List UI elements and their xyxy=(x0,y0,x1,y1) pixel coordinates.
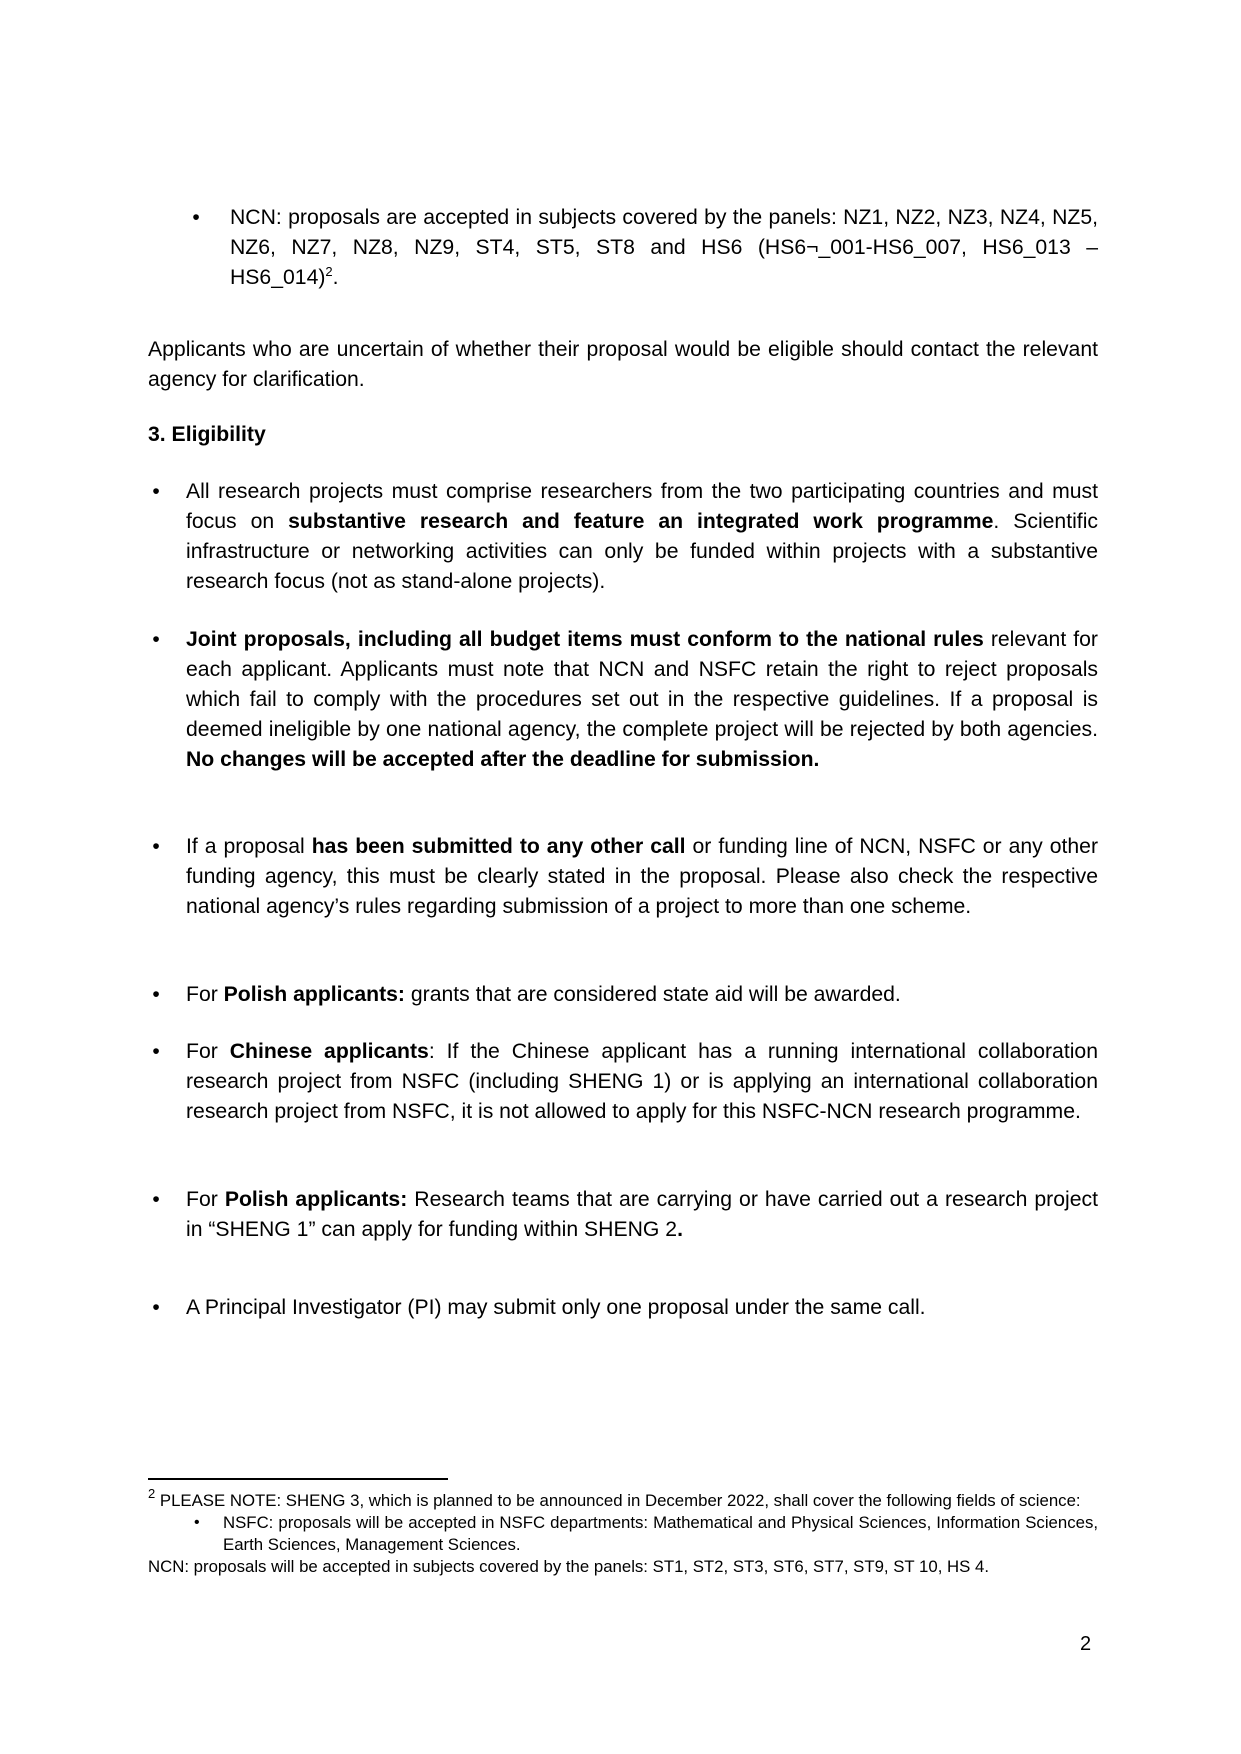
footnote-bullet-item xyxy=(148,1512,1098,1556)
eligibility-item xyxy=(152,1185,1098,1245)
bullet-icon: • xyxy=(152,1188,160,1211)
page-number: 2 xyxy=(1080,1633,1092,1655)
bullet-icon: • xyxy=(152,835,160,858)
eligibility-item-text: All research projects must comprise researchers from the two participating countries and must focus on substantive research and feature an integrated work programme. Scientific infrastructure or networking activities can only be funded within projects with a substantive research focus (not as stand-alone projects). xyxy=(186,480,1098,593)
footnote-marker: 2 xyxy=(148,1486,156,1501)
eligibility-item xyxy=(152,477,1098,597)
bullet-icon: • xyxy=(152,480,160,503)
bullet-icon: • xyxy=(152,1296,160,1319)
footnote-ncn-text: NCN: proposals will be accepted in subjects covered by the panels: ST1, ST2, ST3, ST6, ST7, ST9, ST 10, HS 4. xyxy=(148,1557,990,1576)
eligibility-item-text: For Polish applicants: grants that are considered state aid will be awarded. xyxy=(186,983,901,1006)
ncn-panels-text: NCN: proposals are accepted in subjects covered by the panels: NZ1, NZ2, NZ3, NZ4, NZ5, NZ6, NZ7, NZ8, NZ9, ST4, ST5, ST8 and HS6 (HS6¬_001-HS6_007, HS6_013 – HS6_014)$^2$. xyxy=(230,206,1098,289)
eligibility-item xyxy=(152,980,1098,1010)
eligibility-item xyxy=(152,625,1098,775)
eligibility-item-text: If a proposal has been submitted to any other call or funding line of NCN, NSFC or any other funding agency, this must be clearly stated in the proposal. Please also check the respective national agency’s rules regarding submission of a project to more than one scheme. xyxy=(186,835,1098,918)
bullet-icon: • xyxy=(152,983,160,1006)
footnote-separator xyxy=(148,1478,448,1480)
bullet-icon: • xyxy=(192,206,200,229)
eligibility-item xyxy=(152,1037,1098,1127)
eligibility-item-text: For Chinese applicants: If the Chinese applicant has a running international collaboration research project from NSFC (including SHENG 1) or is applying an international collaboration research project from NSFC, it is not allowed to apply for this NSFC-NCN research programme. xyxy=(186,1040,1098,1123)
eligibility-item xyxy=(152,832,1098,922)
eligibility-item-text: Joint proposals, including all budget items must conform to the national rules relevant for each applicant. Applicants must note that NCN and NSFC retain the right to reject proposals which fail to comply with the procedures set out in the respective guidelines. If a proposal is deemed ineligible by one national agency, the complete project will be rejected by both agencies. No changes will be accepted after the deadline for submission. xyxy=(186,628,1098,771)
clarification-paragraph: Applicants who are uncertain of whether their proposal would be eligible should contact the relevant agency for clarification. xyxy=(148,338,1098,391)
eligibility-item xyxy=(152,1293,1098,1323)
eligibility-item-text: A Principal Investigator (PI) may submit only one proposal under the same call. xyxy=(186,1296,926,1319)
footnote-reference[interactable]: 2 xyxy=(325,264,333,279)
footnote-nsfc-text: NSFC: proposals will be accepted in NSFC departments: Mathematical and Physical Sciences, Information Sciences, Earth Sciences, Management Sciences. xyxy=(223,1513,1098,1554)
bullet-icon: • xyxy=(152,1040,160,1063)
ncn-panels-bullet xyxy=(186,203,1098,293)
footnote xyxy=(148,1486,1098,1578)
bullet-icon: • xyxy=(152,628,160,651)
section-heading-eligibility: 3. Eligibility xyxy=(148,423,266,446)
bullet-icon: • xyxy=(194,1514,200,1531)
eligibility-item-text: For Polish applicants: Research teams that are carrying or have carried out a research project in “SHENG 1” can apply for funding within SHENG 2. xyxy=(186,1188,1098,1241)
footnote-intro: $^2$ PLEASE NOTE: SHENG 3, which is planned to be announced in December 2022, shall cover the following fields of science: xyxy=(148,1486,1081,1510)
